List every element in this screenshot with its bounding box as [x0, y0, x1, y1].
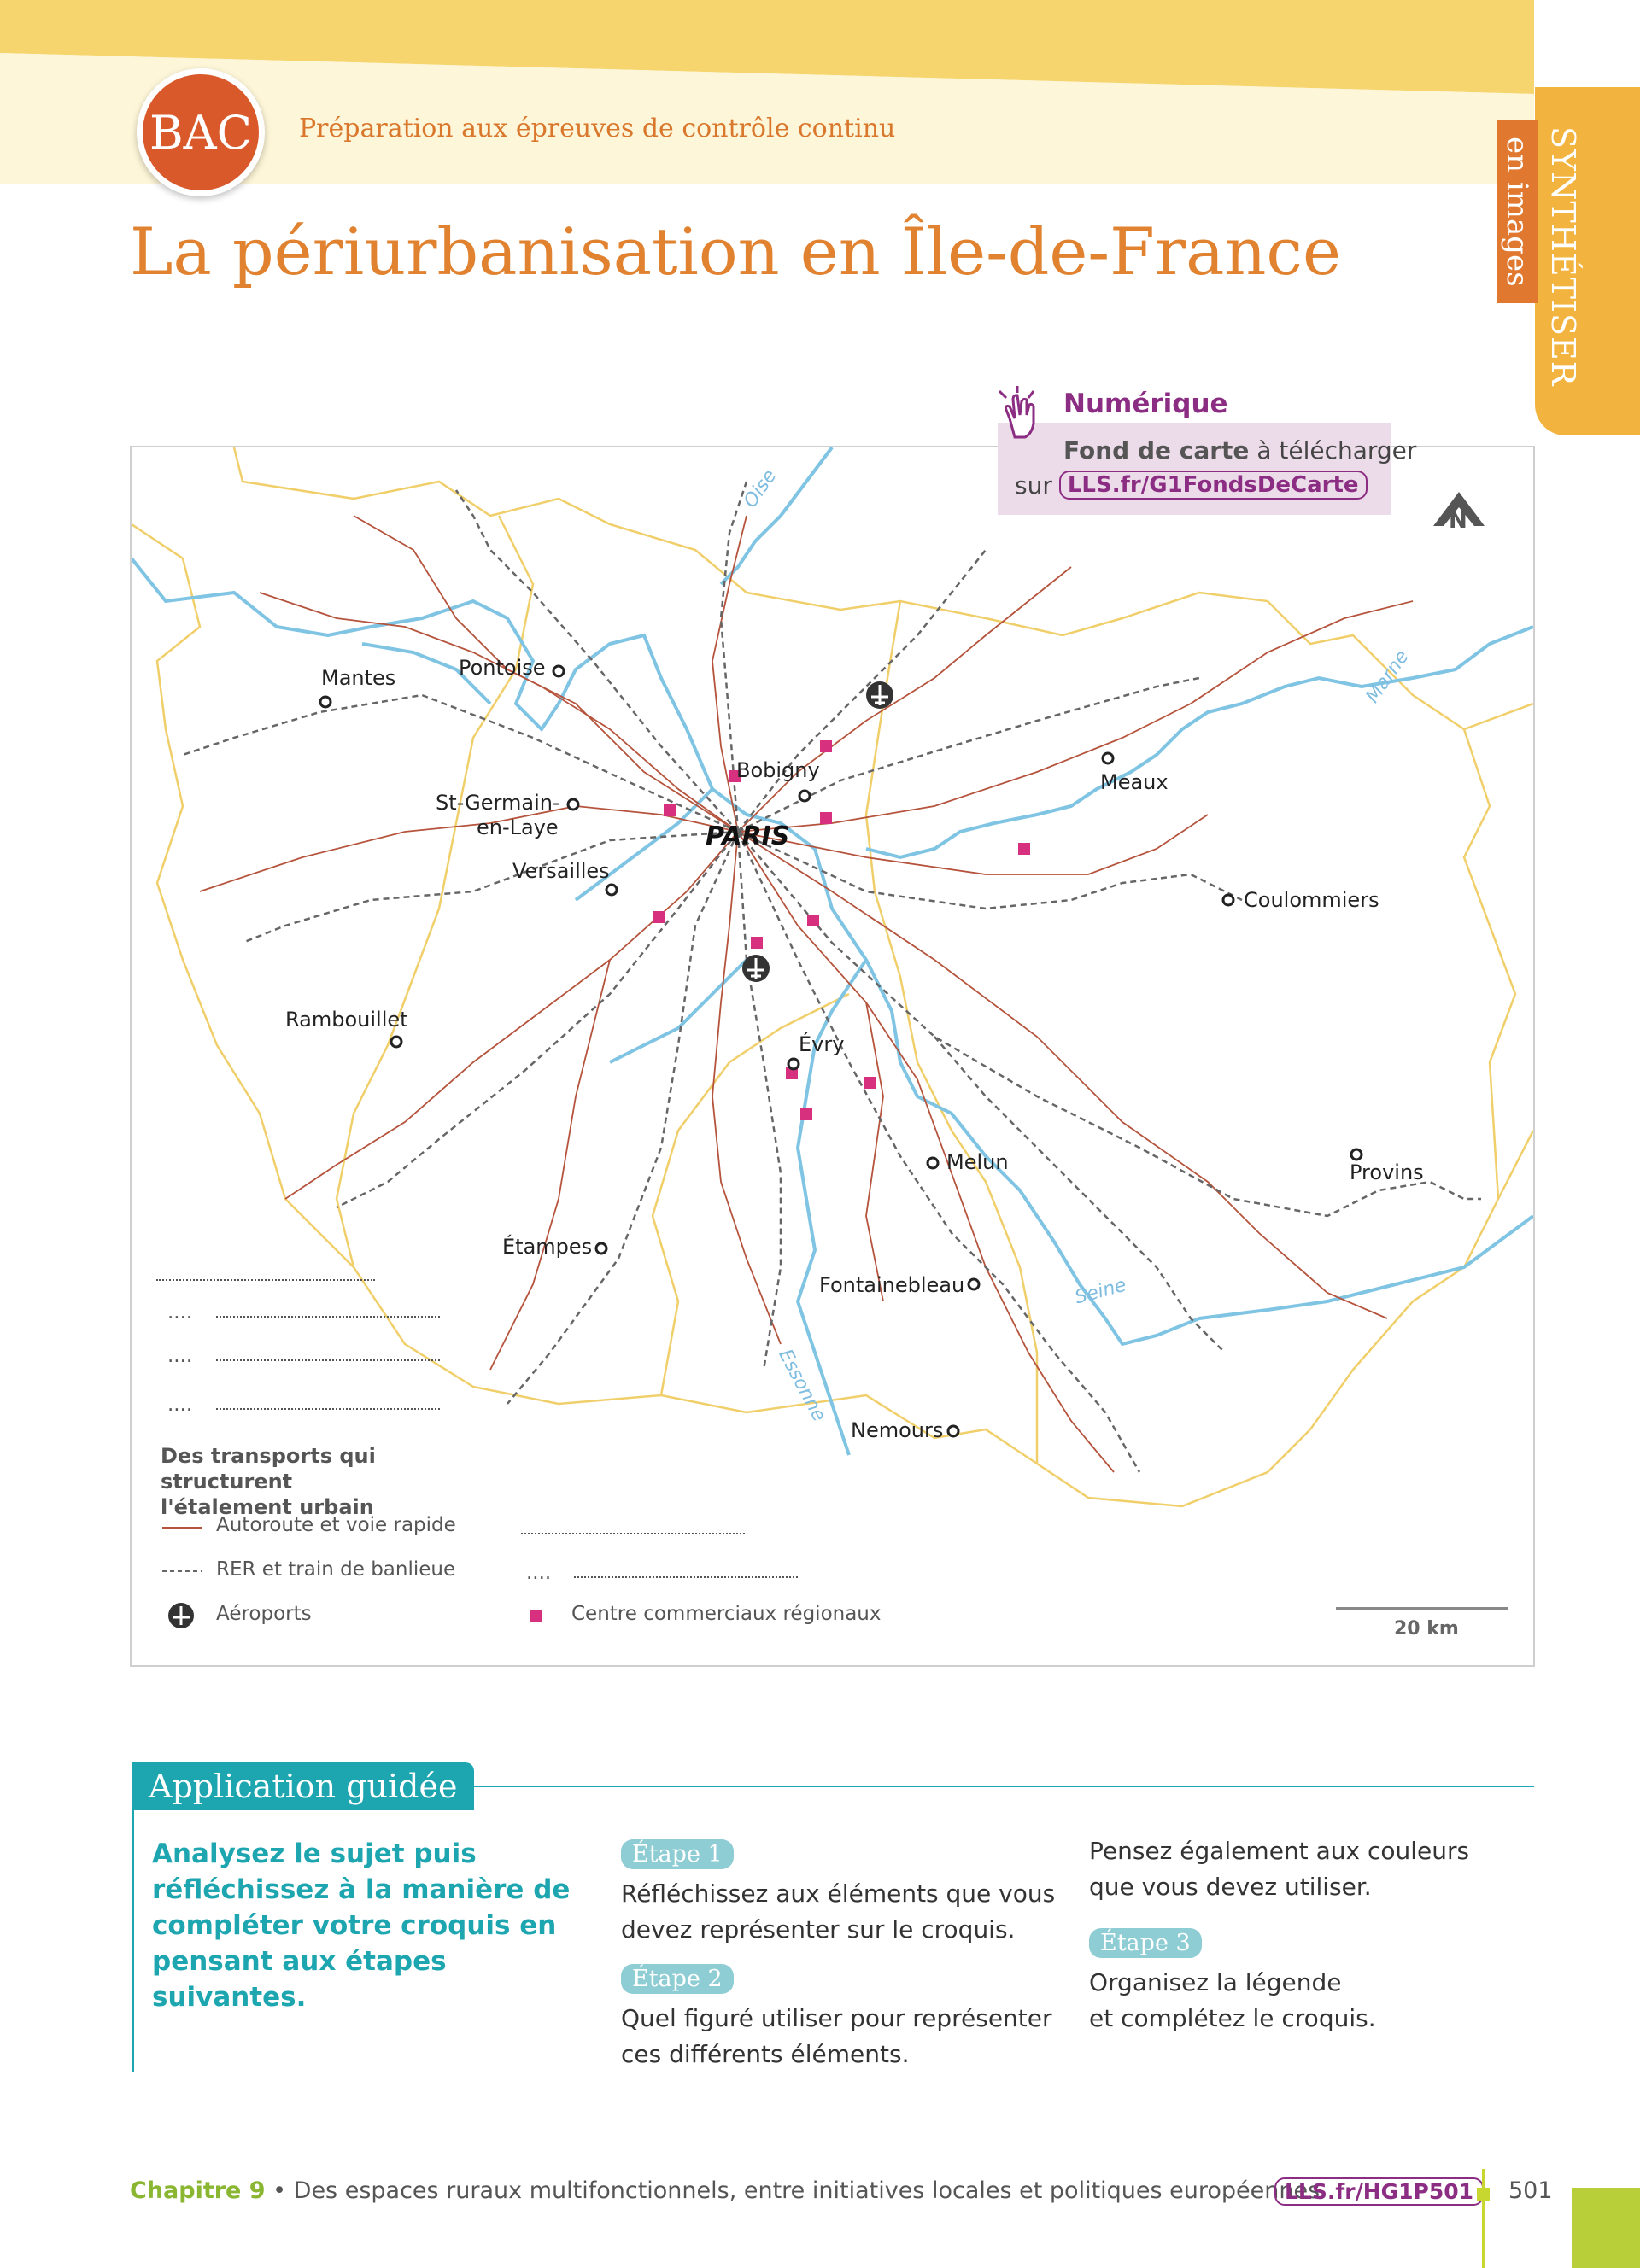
city-label-provins: Provins: [1350, 1160, 1424, 1184]
etape-3-badge: Étape 3: [1089, 1928, 1202, 1958]
footer-description: Des espaces ruraux multifonctionnels, entre initiatives locales et politiques européennes: [293, 2177, 1321, 2204]
etape-3-text-line1: Organisez la légende: [1089, 1968, 1342, 1996]
application-side-rule: [132, 1810, 134, 2072]
footer-link[interactable]: LLS.fr/HG1P501: [1274, 2177, 1484, 2206]
application-intro: Analysez le sujet puis réfléchissez à la manière de compléter votre croquis en pensant aux étapes suivantes.: [152, 1838, 571, 2013]
application-tab: Application guidée: [132, 1762, 474, 1810]
city-label-paris: PARIS: [706, 821, 790, 851]
legend-title: [161, 1443, 502, 1520]
side-tab-label: SYNTHÉTISER: [1544, 126, 1582, 387]
pointing-hand-icon: [989, 384, 1049, 444]
application-rule: [461, 1786, 1534, 1787]
city-label-versailles: Versailles: [512, 859, 610, 883]
legend-blank-bullet: ....: [526, 1562, 552, 1584]
legend-airport-label: Aéroports: [216, 1603, 312, 1625]
city-label-coulommiers: Coulommiers: [1244, 888, 1379, 912]
legend-airport-icon: [168, 1603, 194, 1628]
river-label-essonne: Essonne: [774, 1346, 830, 1425]
river-label-oise: Oise: [740, 465, 782, 512]
page-title: La périurbanisation en Île-de-France: [130, 213, 1341, 289]
etape-3-block: [1089, 1928, 1516, 2037]
north-label: N: [1449, 508, 1467, 534]
numerique-title: Numérique: [1063, 389, 1228, 419]
city-label-bobigny: Bobigny: [736, 758, 820, 782]
footer-separator: •: [265, 2177, 294, 2204]
city-label-nemours: Nemours: [851, 1418, 944, 1442]
footer-marker: [1477, 2188, 1490, 2201]
footer-chapter: [130, 2177, 1320, 2204]
airport-icon: [742, 955, 770, 982]
city-label-st-germain-2: en-Laye: [477, 815, 559, 839]
etape-3-text: [1089, 1965, 1516, 2037]
legend-blank-line: [521, 1533, 745, 1534]
numerique-link-line: [1015, 471, 1368, 500]
city-label-fontainebleau: Fontainebleau: [819, 1273, 965, 1297]
city-label-mantes: Mantes: [321, 666, 396, 690]
legend-title-line2: l'étalement urbain: [161, 1495, 374, 1519]
legend-blank-bullet: ....: [167, 1345, 193, 1367]
numerique-text: [1063, 436, 1416, 465]
airport-icon: [866, 681, 893, 709]
city-label-st-germain: St-Germain-: [436, 791, 560, 815]
rivers: [132, 447, 1533, 1455]
etape-2-text: Quel figuré utiliser pour représenter ces différents éléments.: [621, 2004, 1052, 2068]
legend-blank-line: [216, 1316, 440, 1318]
legend-title-line1: Des transports qui structurent: [161, 1444, 376, 1493]
legend-rail-label: RER et train de banlieue: [216, 1558, 456, 1581]
city-label-rambouillet: Rambouillet: [285, 1008, 408, 1032]
river-label-marne: Marne: [1362, 646, 1414, 707]
legend-blank-bullet: ....: [167, 1394, 193, 1416]
corner-tab: [1572, 2188, 1640, 2268]
legend-blank-bullet: ....: [167, 1301, 193, 1324]
etape-2-badge: Étape 2: [621, 1964, 734, 1994]
legend-road-label: Autoroute et voie rapide: [216, 1514, 456, 1536]
bac-badge: BAC: [137, 68, 265, 196]
side-tab-sublabel: en images: [1496, 120, 1538, 303]
city-label-etampes: Étampes: [502, 1235, 593, 1259]
legend-blank-line: [574, 1576, 798, 1578]
page-number: 501: [1508, 2177, 1553, 2204]
city-label-meaux: Meaux: [1100, 770, 1168, 794]
scale-label: 20 km: [1394, 1618, 1459, 1640]
legend-mall-square: [530, 1610, 542, 1622]
numerique-sur: sur: [1015, 471, 1052, 500]
legend-blank-line: [216, 1359, 440, 1361]
bac-subtitle: Préparation aux épreuves de contrôle continu: [299, 114, 896, 143]
col3-text: Pensez également aux couleurs que vous devez utiliser.: [1089, 1837, 1470, 1901]
etape-3-text-line2: et complétez le croquis.: [1089, 2004, 1376, 2032]
river-label-seine: Seine: [1072, 1274, 1129, 1309]
commercial-centers: [653, 740, 1030, 1120]
legend-mall-label: Centre commerciaux régionaux: [571, 1603, 882, 1625]
numerique-bold: Fond de carte: [1063, 436, 1250, 465]
etape-1-block: [621, 1839, 1065, 1948]
footer-divider: [1482, 2169, 1485, 2268]
city-label-pontoise: Pontoise: [459, 656, 546, 680]
city-label-melun: Melun: [946, 1150, 1009, 1174]
etape-1-badge: Étape 1: [621, 1839, 734, 1869]
department-borders: [132, 447, 1533, 1506]
etape-2-block: [621, 1964, 1065, 2072]
rail-lines: [183, 482, 1481, 1472]
footer-chapter-number: Chapitre 9: [130, 2177, 266, 2204]
legend-blank-heading: [156, 1279, 375, 1281]
numerique-link[interactable]: LLS.fr/G1FondsDeCarte: [1059, 471, 1368, 500]
legend-blank-line: [216, 1408, 440, 1410]
etape-1-text: Réfléchissez aux éléments que vous devez représenter sur le croquis.: [621, 1879, 1056, 1944]
city-label-evry: Évry: [799, 1032, 845, 1056]
numerique-after: à télécharger: [1249, 436, 1417, 465]
